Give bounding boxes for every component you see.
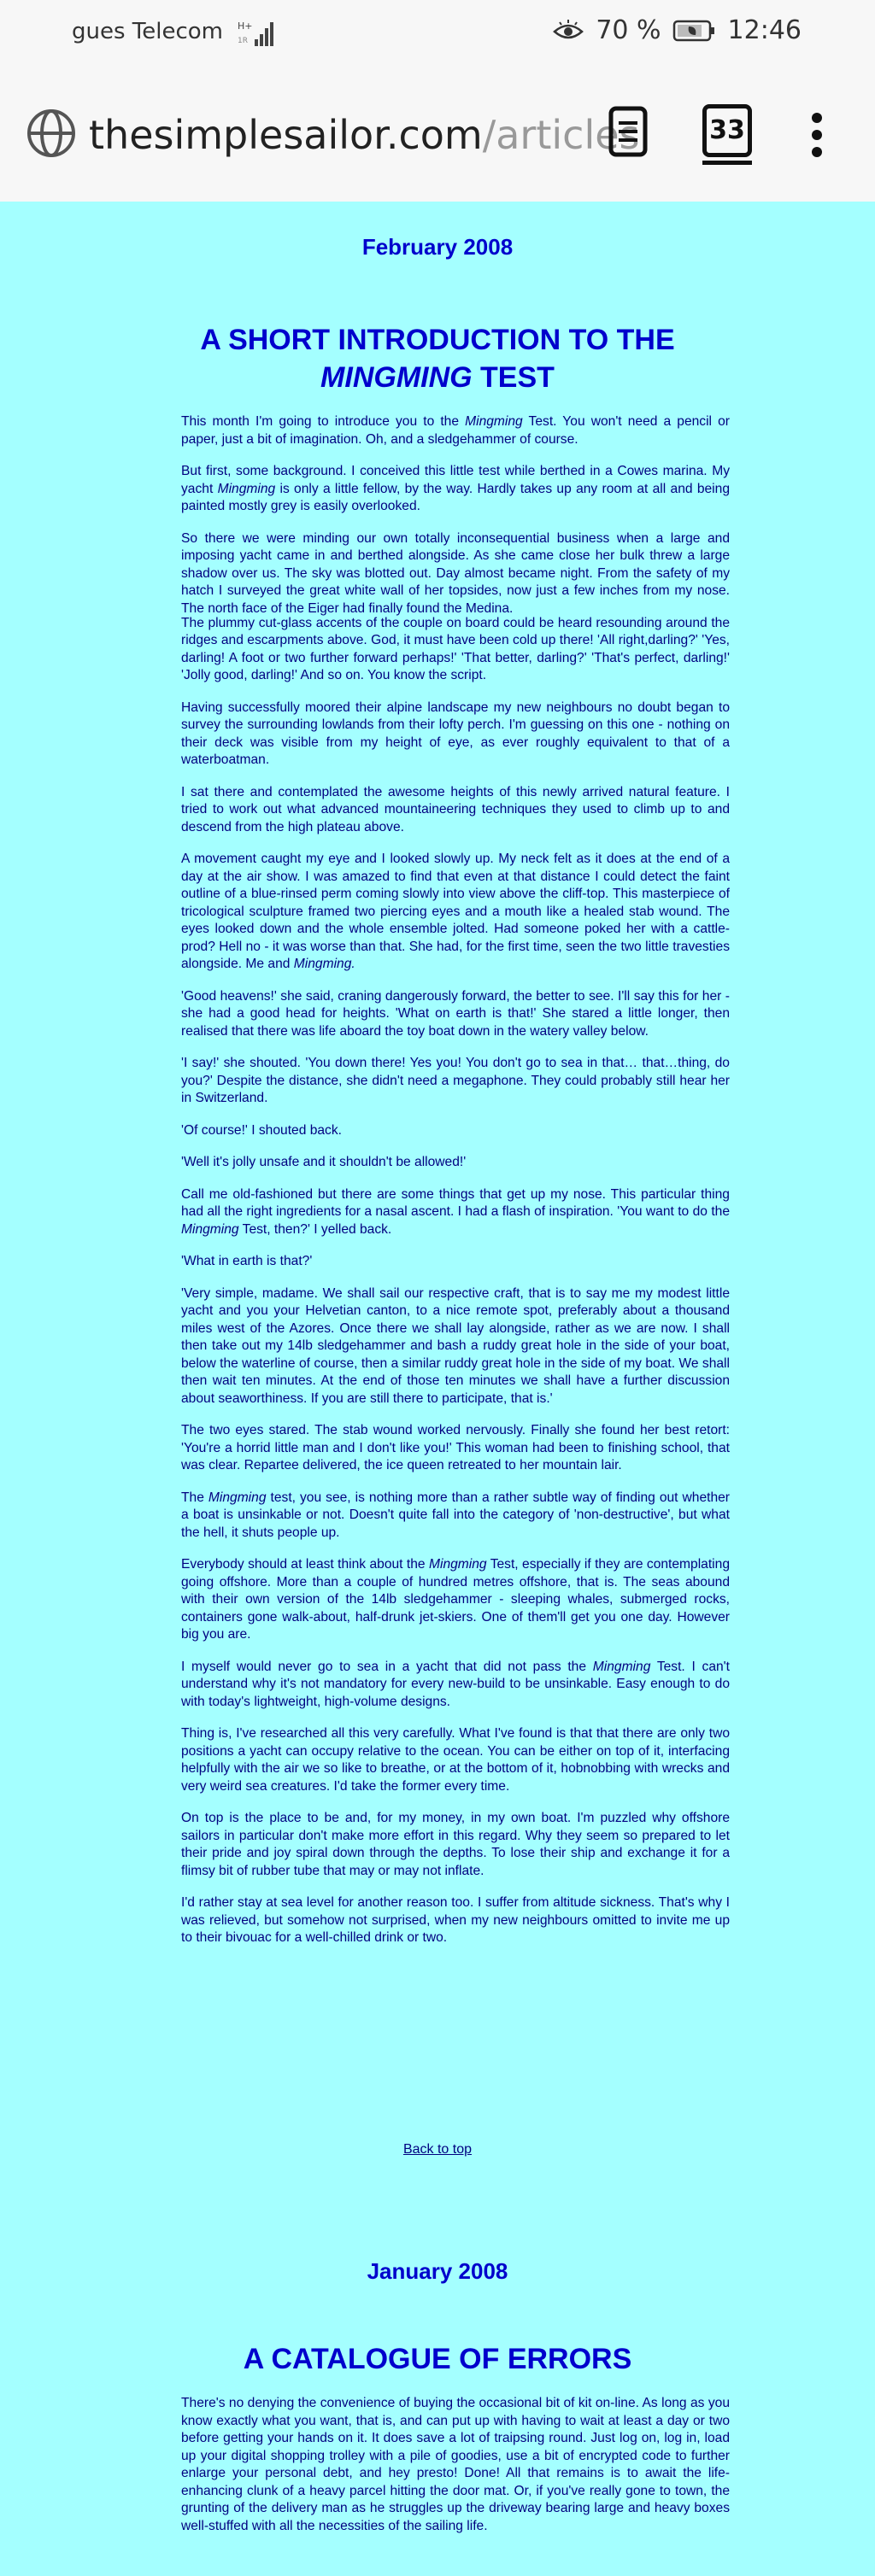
article-title [0, 321, 875, 396]
article-paragraph: 'I say!' she shouted. 'You down there! Yes you! You don't go to sea in that… that…thing, do you?' Despite the distance, she didn't need a megaphone. They could probably still hear her in Switzerland. [181, 1056, 730, 1105]
svg-text:H+: H+ [238, 20, 253, 32]
status-bar [0, 0, 875, 67]
article-paragraph: I'd rather stay at sea level for another reason too. I suffer from altitude sickness. That's why I was relieved, but somehow not surprised, when my new neighbours omitted to invite me up to their bivouac for a well-chilled drink or two. [181, 1895, 730, 1945]
globe-icon[interactable] [26, 108, 77, 159]
eye-comfort-icon [553, 20, 584, 42]
article-paragraph: There's no denying the convenience of buying the occasional bit of kit on-line. As long as you know exactly what you want, that is, and can put up with having to wait at least a day or two before getting your hands on it. It does save a lot of traipsing round. Just log on, log in, load up your digital shopping trolley with a pile of goodies, use a bit of encrypted code to further enlarge your personal debt, and hey presto! Done! All that remains is to await the life-enhancing clunk of a heavy parcel hitting the door mat. Or, if you've really gone to town, the grunting of the delivery man as he struggles up the driveway bearing large and heavy boxes well-stuffed with all the necessities of the sailing life. [181, 2396, 730, 2533]
article-title-rest: TEST [472, 361, 555, 394]
article-paragraph: Thing is, I've researched all this very carefully. What I've found is that that there are only two positions a yacht can occupy relative to the ocean. You can be either on top of it, interfacing helpfully with the air we so like to breathe, or at the bottom of it, hobnobbing with wrecks and very weird sea creatures. I'd take the former every time. [181, 1726, 730, 1794]
overflow-menu-icon[interactable] [812, 113, 824, 161]
tab-count-button[interactable]: 33 [702, 104, 752, 157]
article-paragraph: A movement caught my eye and I looked slowly up. My neck felt as it does at the end of a day at the air show. I was amazed to find that even at that distance I could detect the faint outline of a blue-rinsed perm coming slowly into view above the cliff-top. This masterpiece of tricological sculpture framed two piercing eyes and a mouth like a healed stab wound. The eyes looked down and the whole ensemble jolted. Had someone poked her with a cattle-prod? Hell no - it was worse than that. She had, for the first time, seen the two little travesties alongside. Me and Mingming. [181, 852, 730, 971]
article-body [181, 2395, 730, 2550]
article-paragraph: Having successfully moored their alpine landscape my new neighbours no doubt began to survey the surrounding lowlands from their lofty perch. I'm guessing on this one - nothing on their deck was visible from my height of eye, as ever roughly equivalent to that of a waterboatman. [181, 700, 730, 767]
article-paragraph: I myself would never go to sea in a yacht that did not pass the Mingming Test. I can't understand why it's not mandatory for every new-build to be unsinkable. Easy enough to do with today's lightweight, high-volume designs. [181, 1659, 730, 1709]
article-paragraph: 'Good heavens!' she said, craning dangerously forward, the better to see. I'll say this for her - she had a good head for heights. 'What on earth is that!' She stared a little longer, then realised that there was life aboard the toy boat down in the watery valley below. [181, 988, 730, 1039]
article-date: January 2008 [367, 2258, 508, 2284]
carrier-name: gues Telecom [72, 19, 223, 44]
back-to-top-link[interactable]: Back to top [402, 2142, 473, 2157]
article-paragraph: On top is the place to be and, for my money, in my own boat. I'm puzzled why offshore sailors in particular don't make more effort in this regard. Why they seem so prepared to let their pride and joy spiral down through the depths. To lose their ship and exchange it for a flimsy bit of rubber tube that may or may not inflate. [181, 1811, 730, 1878]
article-title: A CATALOGUE OF ERRORS [243, 2343, 632, 2375]
tab-count-underline [702, 161, 752, 165]
article-title-line1: A SHORT INTRODUCTION TO THE [200, 324, 675, 356]
article-paragraph: 'Of course!' I shouted back. [181, 1122, 342, 1138]
article-paragraph: But first, some background. I conceived this little test while berthed in a Cowes marina. My yacht Mingming is only a little fellow, by the way. Hardly takes up any room at all and being painted mostly grey is easily overlooked. [181, 464, 730, 513]
signal-strength-icon [236, 17, 279, 48]
article-paragraph: The plummy cut-glass accents of the couple on board could be heard resounding around the ridges and escarpments above. God, it must have been cold up there! 'All right,darling?' 'Yes, darling! A foot or two further forward perhaps!' 'That better, darling?' 'That's perfect, darling!' 'Jolly good, darling!' And so on. You know the script. [181, 615, 730, 682]
article-paragraph: This month I'm going to introduce you to the Mingming Test. You won't need a pencil or paper, just a bit of imagination. Oh, and a sledgehammer of course. [181, 414, 730, 447]
article-paragraph: The two eyes stared. The stab wound worked nervously. Finally she found her best retort: 'You're a horrid little man and I don't like you!' This woman had been to finishing school, that was clear. Repartee delivered, the ice queen retreated to her mountain lair. [181, 1423, 730, 1472]
article-paragraph: 'Very simple, madame. We shall sail our respective craft, that is to say me my modest little yacht and you your Helvetian canton, to a nice remote spot, preferably about a thousand miles west of the Azores. Once there we shall lay alongside, rather as we are now. I shall then take out my 14lb sledgehammer and bash a ruddy great hole in the side of your boat, below the waterline of course, then a similar ruddy great hole in the side of my boat. We shall then wait ten minutes. At the end of those ten minutes we shall have a further discussion about seaworthiness. If you are still there to participate, that is.' [181, 1285, 730, 1406]
article-title-italic: MINGMING [320, 361, 473, 394]
article-paragraph: So there we were minding our own totally inconsequential business when a large and imposing yacht came in and berthed alongside. As she came close her bulk threw a large shadow over us. The sky was blotted out. Day almost became night. From the safety of my hatch I surveyed the great white wall of her topsides, now just a few inches from my nose. The north face of the Eiger had finally found the Medina. [181, 530, 730, 616]
article-paragraph: I sat there and contemplated the awesome heights of this newly arrived natural feature. I tried to work out what advanced mountaineering techniques they used to climb up to and descend from the high plateau above. [181, 784, 730, 834]
article-paragraph: The Mingming test, you see, is nothing more than a rather subtle way of finding out whether a boat is unsinkable or not. Doesn't quite fall into the category of 'non-destructive', but what the hell, it shuts people up. [181, 1490, 730, 1540]
url-bar[interactable] [89, 111, 640, 159]
article-paragraph: 'Well it's jolly unsafe and it shouldn't be allowed!' [181, 1155, 467, 1169]
clock: 12:46 [727, 15, 802, 45]
url-domain: thesimplesailor.com [89, 112, 483, 158]
battery-icon [673, 20, 716, 42]
article-paragraph: Everybody should at least think about the Mingming Test, especially if they are contemplating going offshore. More than a couple of hundred metres offshore, that is. The seas abound with their own version of the 14lb sledgehammer - sleeping whales, submerged rocks, containers gone walk-about, half-drunk jet-skiers. One of them'll get you one day. However big you are. [181, 1557, 730, 1642]
battery-percent: 70 % [596, 15, 661, 45]
article-date: February 2008 [361, 234, 514, 260]
article-paragraph: 'What in earth is that?' [181, 1254, 313, 1268]
article-paragraph: Call me old-fashioned but there are some things that get up my nose. This particular thing had all the right ingredients for a nasal ascent. I had a flash of inspiration. 'You want to do the Mingming Test, then?' I yelled back. [181, 1186, 730, 1237]
browser-toolbar [0, 67, 875, 202]
url-path: /articles [482, 112, 640, 158]
svg-text:1R: 1R [238, 37, 248, 45]
article-page [0, 202, 875, 2576]
reader-mode-icon[interactable] [608, 106, 648, 157]
article-body [181, 413, 730, 1962]
